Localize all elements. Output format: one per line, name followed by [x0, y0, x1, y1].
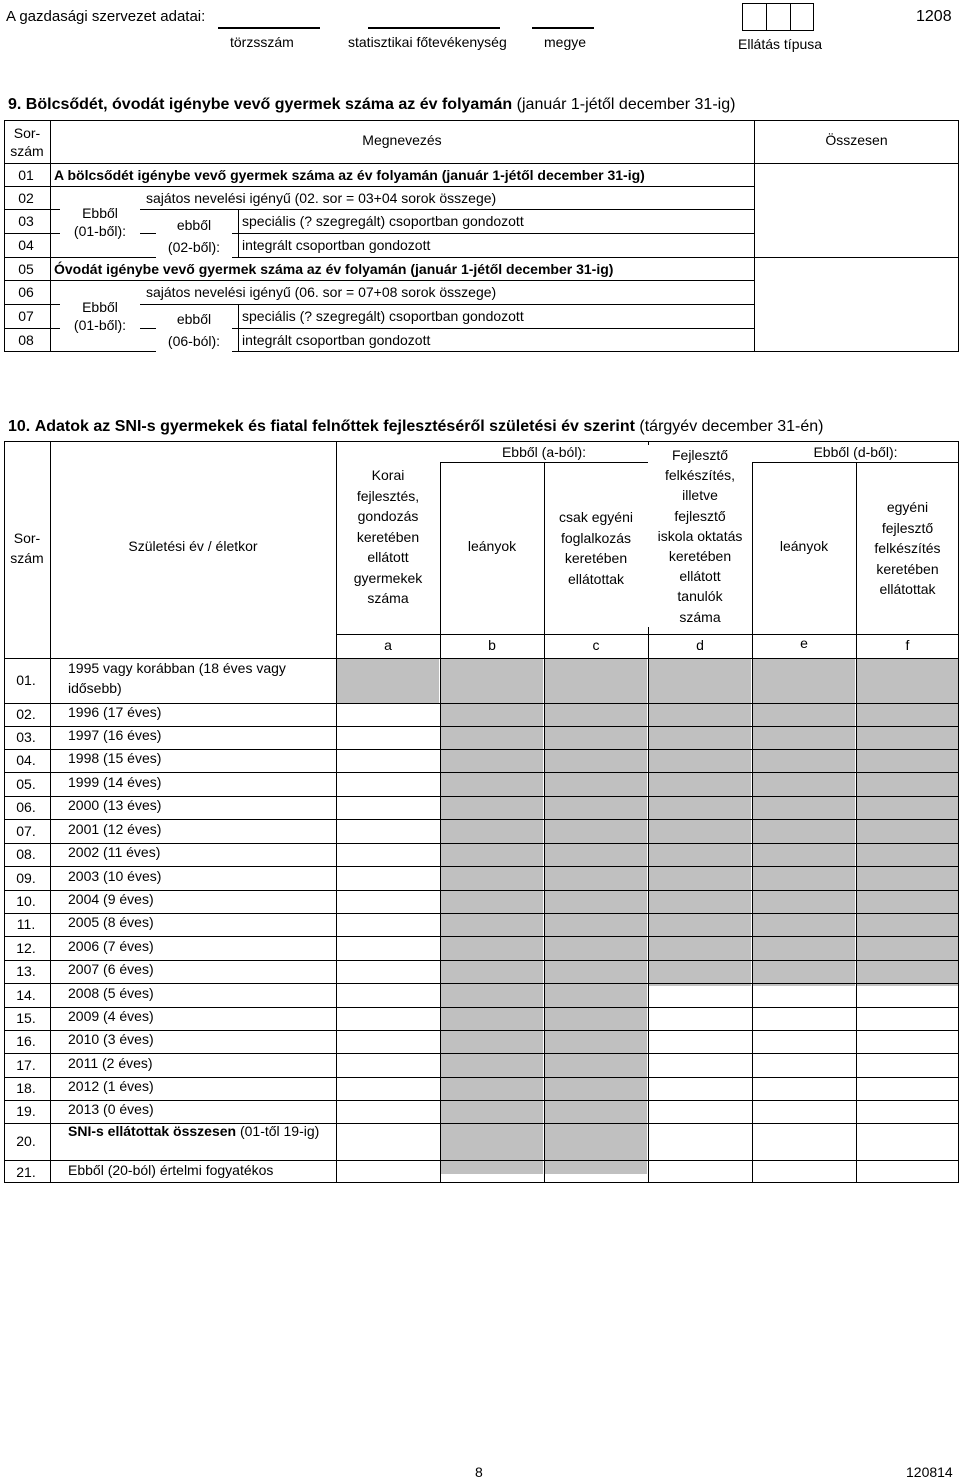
s10-row-no: 13. [16, 963, 36, 979]
section9-title: 9. Bölcsődét, óvodát igénybe vevő gyermek száma az év folyamán (január 1-jétől december 31-ig) [8, 96, 736, 113]
s9-ebbol-01-a: Ebből (01-ből): [60, 204, 140, 240]
col-letter: e [800, 635, 808, 651]
s9-row-label: integrált csoportban gondozott [242, 237, 431, 253]
s10-row-no: 16. [16, 1033, 36, 1049]
s10-row-no: 10. [16, 893, 36, 909]
s9-row-label: speciális (? szegregált) csoportban gondozott [242, 308, 524, 324]
s10-row-label: 2004 (9 éves) [68, 891, 154, 907]
s10-row-label: 2012 (1 éves) [68, 1078, 154, 1094]
s9-row-label: Óvodát igénybe vevő gyermek száma az év folyamán (január 1-jétől december 31-ig) [54, 261, 614, 277]
megye-field-line[interactable] [532, 27, 594, 29]
s10-row-label: 1997 (16 éves) [68, 727, 162, 743]
s10-row-label: 2000 (13 éves) [68, 797, 162, 813]
s10-row-no: 06. [16, 799, 36, 815]
col-letter: c [592, 637, 600, 653]
s9-row-no: 06 [18, 284, 34, 300]
col-letter: d [696, 637, 704, 653]
col-letter: b [488, 637, 496, 653]
s10-row-no: 18. [16, 1080, 36, 1096]
s9-row-no: 05 [18, 261, 34, 277]
s10-col-d-header: Fejlesztő felkészítés, illetve fejlesztő iskola oktatás keretében ellátott tanulók száma [648, 445, 752, 627]
s10-row-label: 2005 (8 éves) [68, 914, 154, 930]
s9-row-no: 04 [18, 237, 34, 253]
statisztikai-caption: statisztikai főtevékenység [348, 34, 507, 50]
s10-row-no: 11. [16, 916, 36, 932]
col-letter: f [905, 637, 910, 653]
s10-row-label: 1995 vagy korábban (18 éves vagy idősebb) [68, 660, 286, 696]
s10-row-label: 2003 (10 éves) [68, 868, 162, 884]
s10-szuletesi-header: Születési év / életkor [128, 538, 258, 554]
s10-row-no: 21. [16, 1164, 36, 1180]
s10-row-label: 2013 (0 éves) [68, 1101, 154, 1117]
form-code: 120814 [906, 1464, 953, 1480]
s10-row-label: 2010 (3 éves) [68, 1031, 154, 1047]
torzsszam-field-line[interactable] [218, 27, 320, 29]
s10-row-no: 12. [16, 940, 36, 956]
shaded-cell [544, 658, 647, 1174]
s9-row-label: integrált csoportban gondozott [242, 332, 431, 348]
s9-row-label: sajátos nevelési igényű (06. sor = 07+08 sorok összege) [146, 284, 497, 300]
s9-row-no: 03 [18, 213, 34, 229]
s10-group-ab-header: Ebből (a-ból): [501, 444, 587, 460]
s10-col-c-header: csak egyéni foglalkozás keretében ellátottak [559, 509, 633, 587]
s10-row-no: 02. [16, 706, 36, 722]
s9-row-label: speciális (? szegregált) csoportban gondozott [242, 213, 524, 229]
s10-row-label: 1996 (17 éves) [68, 704, 162, 720]
s9-row-no: 07 [18, 308, 34, 324]
s10-sorszam-header: Sor- szám [10, 530, 44, 566]
s10-row-no: 09. [16, 870, 36, 886]
page-code: 1208 [916, 8, 952, 25]
s10-group-de-header: Ebből (d-ből): [813, 444, 898, 460]
megye-caption: megye [544, 34, 587, 50]
s9-row-no: 08 [18, 332, 34, 348]
s10-col-f-header: egyéni fejlesztő felkészítés keretében ellátottak [874, 499, 941, 597]
s10-row-label: 2001 (12 éves) [68, 821, 162, 837]
s10-row-label: 2011 (2 éves) [68, 1055, 153, 1071]
s10-row-no: 17. [16, 1057, 36, 1073]
s10-row-label: 2002 (11 éves) [68, 844, 161, 860]
s9-row-label: A bölcsődét igénybe vevő gyermek száma az év folyamán (január 1-jétől december 31-ig) [54, 167, 645, 183]
s10-row-label: 1999 (14 éves) [68, 774, 162, 790]
s10-row-no: 04. [16, 752, 36, 768]
s9-ebbol-02: ebből (02-ből): [156, 214, 232, 258]
ellatas-tipusa-caption: Ellátás típusa [738, 36, 823, 52]
shaded-cell [337, 658, 439, 703]
statisztikai-field-line[interactable] [368, 27, 500, 29]
s10-row-label: 2006 (7 éves) [68, 938, 154, 954]
s10-row-no: 01. [16, 672, 36, 688]
s10-row-no: 03. [16, 729, 36, 745]
s10-row-label: 2009 (4 éves) [68, 1008, 154, 1024]
ellatas-tipusa-boxes[interactable] [742, 3, 814, 31]
s10-row-no: 07. [16, 823, 36, 839]
s10-row-no: 19. [16, 1103, 36, 1119]
s9-ebbol-06: ebből (06-ból): [156, 308, 232, 352]
s9-row-no: 01 [18, 167, 34, 183]
s10-row-no: 15. [16, 1010, 36, 1026]
s10-row-label: 2007 (6 éves) [68, 961, 154, 977]
s10-row-label-total: SNI-s ellátottak összesen (01-től 19-ig) [68, 1123, 320, 1139]
col-letter: a [384, 637, 392, 653]
s10-col-a-header: Korai fejlesztés, gondozás keretében ellátott gyermekek száma [353, 467, 423, 606]
s10-row-label: 1998 (15 éves) [68, 750, 162, 766]
s9-megnevezes-header: Megnevezés [362, 132, 442, 148]
s9-osszesen-header: Összesen [825, 132, 888, 148]
s10-row-no: 08. [16, 846, 36, 862]
s10-row-no: 20. [16, 1133, 36, 1149]
s10-row-label: Ebből (20-ból) értelmi fogyatékos [68, 1162, 274, 1178]
s10-row-no: 14. [16, 987, 36, 1003]
torzsszam-caption: törzsszám [230, 34, 294, 50]
s9-row-no: 02 [18, 190, 34, 206]
s10-col-b-header: leányok [467, 538, 517, 554]
s10-row-label: 2008 (5 éves) [68, 985, 154, 1001]
s10-row-no: 05. [16, 776, 36, 792]
s9-row-label: sajátos nevelési igényű (02. sor = 03+04 sorok összege) [146, 190, 497, 206]
shaded-cell [440, 658, 543, 1174]
s9-sorszam-header: Sor- szám [10, 125, 44, 159]
org-data-label: A gazdasági szervezet adatai: [6, 8, 206, 25]
section10-title: 10. Adatok az SNI-s gyermekek és fiatal felnőttek fejlesztéséről születési év szerint (tárgyév december 31-én) [8, 418, 824, 435]
page-number: 8 [475, 1464, 483, 1480]
s9-ebbol-01-b: Ebből (01-ből): [60, 298, 140, 334]
s10-col-e-header: leányok [779, 538, 829, 554]
